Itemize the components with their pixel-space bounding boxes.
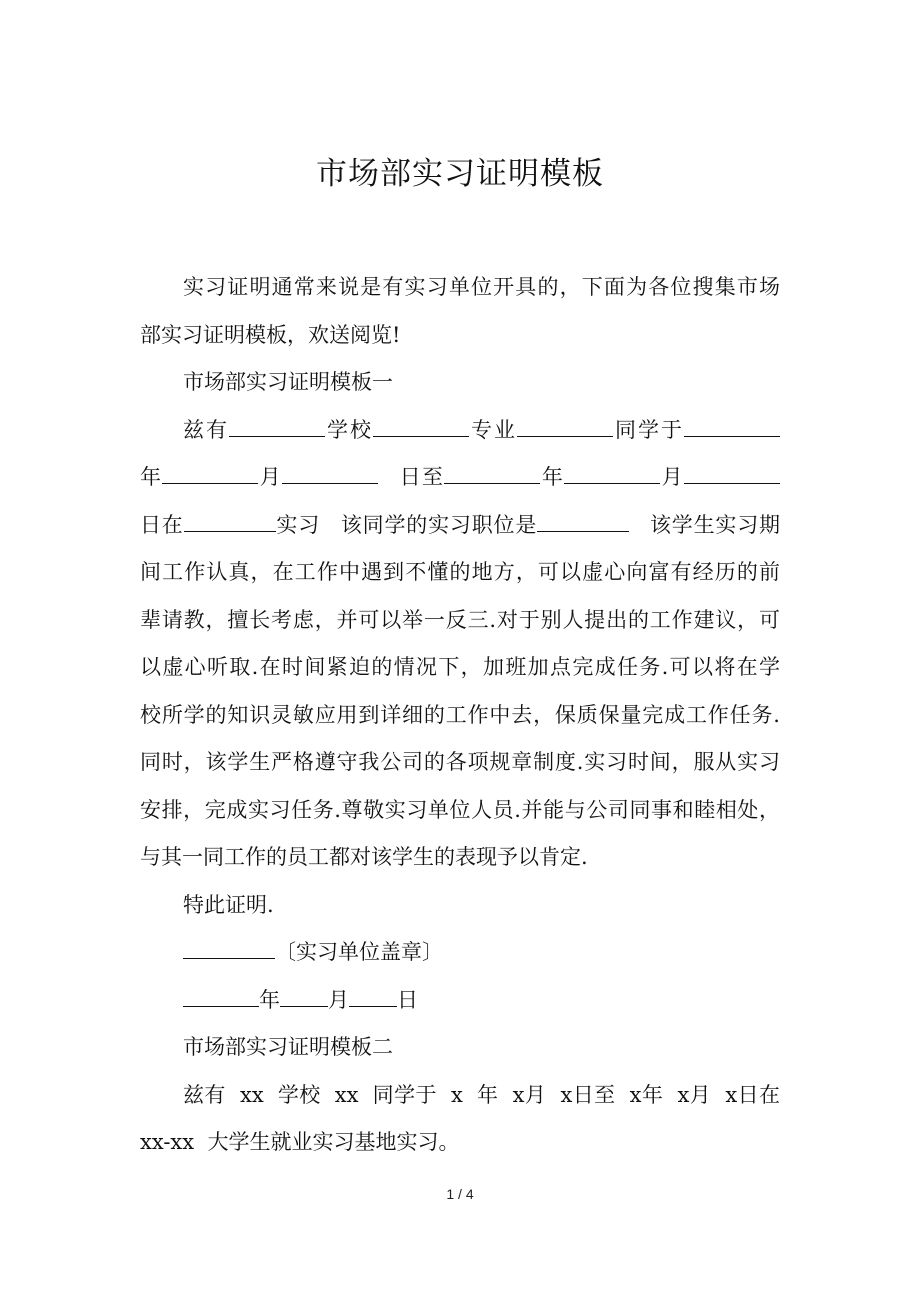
- template1-paragraph-line: 同时，该学生严格遵守我公司的各项规章制度.实习时间，服从实习: [140, 750, 780, 774]
- intro-line-2: 部实习证明模板，欢送阅览!: [140, 322, 401, 347]
- template2-line-2: xx-xx 大学生就业实习基地实习。: [140, 1130, 460, 1154]
- blank-line: [184, 511, 276, 532]
- seal-line: [140, 929, 780, 977]
- template1-paragraph-line: 以虚心听取.在时间紧迫的情况下，加班加点完成任务.可以将在学: [140, 655, 780, 679]
- text-fragment: 日至: [398, 465, 445, 489]
- text-fragment: 日: [397, 987, 418, 1012]
- template1-line-3: [140, 502, 780, 550]
- blank-line: [183, 986, 259, 1007]
- template1-paragraph-line: 辈请教，擅长考虑，并可以举一反三.对于别人提出的工作建议，可: [140, 607, 780, 632]
- blank-line: [229, 416, 325, 437]
- template1-paragraph-line: 安排，完成实习任务.尊敬实习单位人员.并能与公司同事和睦相处，: [140, 797, 780, 822]
- page-number: 1 / 4: [446, 1186, 474, 1202]
- template1-line-1: [140, 407, 780, 455]
- text-fragment: 同学于: [613, 417, 684, 442]
- text-fragment: 该学生实习期: [649, 512, 781, 537]
- text-fragment: 月: [328, 987, 349, 1012]
- template1-line-2: [140, 454, 780, 502]
- text-fragment: 年: [140, 465, 163, 489]
- text-fragment: 月: [660, 465, 685, 489]
- text-fragment: 兹有: [183, 417, 229, 442]
- template2-line-1: 兹有 xx 学校 xx 同学于 x 年 x月 x日至 x年 x月 x日在: [183, 1082, 780, 1107]
- section-heading-2: 市场部实习证明模板二: [183, 1035, 393, 1059]
- certify-text: 特此证明.: [183, 892, 274, 917]
- text-fragment: 年: [540, 465, 565, 489]
- date-line: [140, 977, 780, 1025]
- text-fragment: 该同学的实习职位是: [340, 512, 538, 537]
- section-heading-1: 市场部实习证明模板一: [183, 370, 393, 394]
- document-body: [140, 264, 780, 1167]
- template1-paragraph-line: 校所学的知识灵敏应用到详细的工作中去，保质保量完成工作任务.: [140, 702, 780, 727]
- intro-line-1: 实习证明通常来说是有实习单位开具的，下面为各位搜集市场: [183, 275, 780, 299]
- blank-line: [537, 511, 629, 532]
- text-fragment: 月: [258, 465, 283, 489]
- blank-line: [684, 463, 780, 484]
- text-fragment: 年: [259, 987, 280, 1012]
- blank-line: [282, 463, 378, 484]
- blank-line: [349, 986, 397, 1007]
- text-fragment: 学校: [325, 417, 373, 442]
- blank-line: [373, 416, 469, 437]
- blank-line: [564, 463, 660, 484]
- blank-line: [183, 938, 275, 959]
- template1-paragraph-line: 间工作认真，在工作中遇到不懂的地方，可以虚心向富有经历的前: [140, 560, 780, 584]
- blank-line: [444, 463, 540, 484]
- seal-text: 〔实习单位盖章〕: [275, 940, 443, 964]
- template1-paragraph-line: 与其一同工作的员工都对该学生的表现予以肯定.: [140, 845, 588, 869]
- blank-line: [517, 416, 613, 437]
- blank-line: [162, 463, 258, 484]
- blank-line: [684, 416, 780, 437]
- blank-line: [280, 986, 328, 1007]
- document-title: 市场部实习证明模板: [316, 156, 604, 192]
- text-fragment: 专业: [469, 417, 517, 442]
- text-fragment: 实习: [275, 512, 321, 537]
- text-fragment: 日在: [140, 512, 184, 537]
